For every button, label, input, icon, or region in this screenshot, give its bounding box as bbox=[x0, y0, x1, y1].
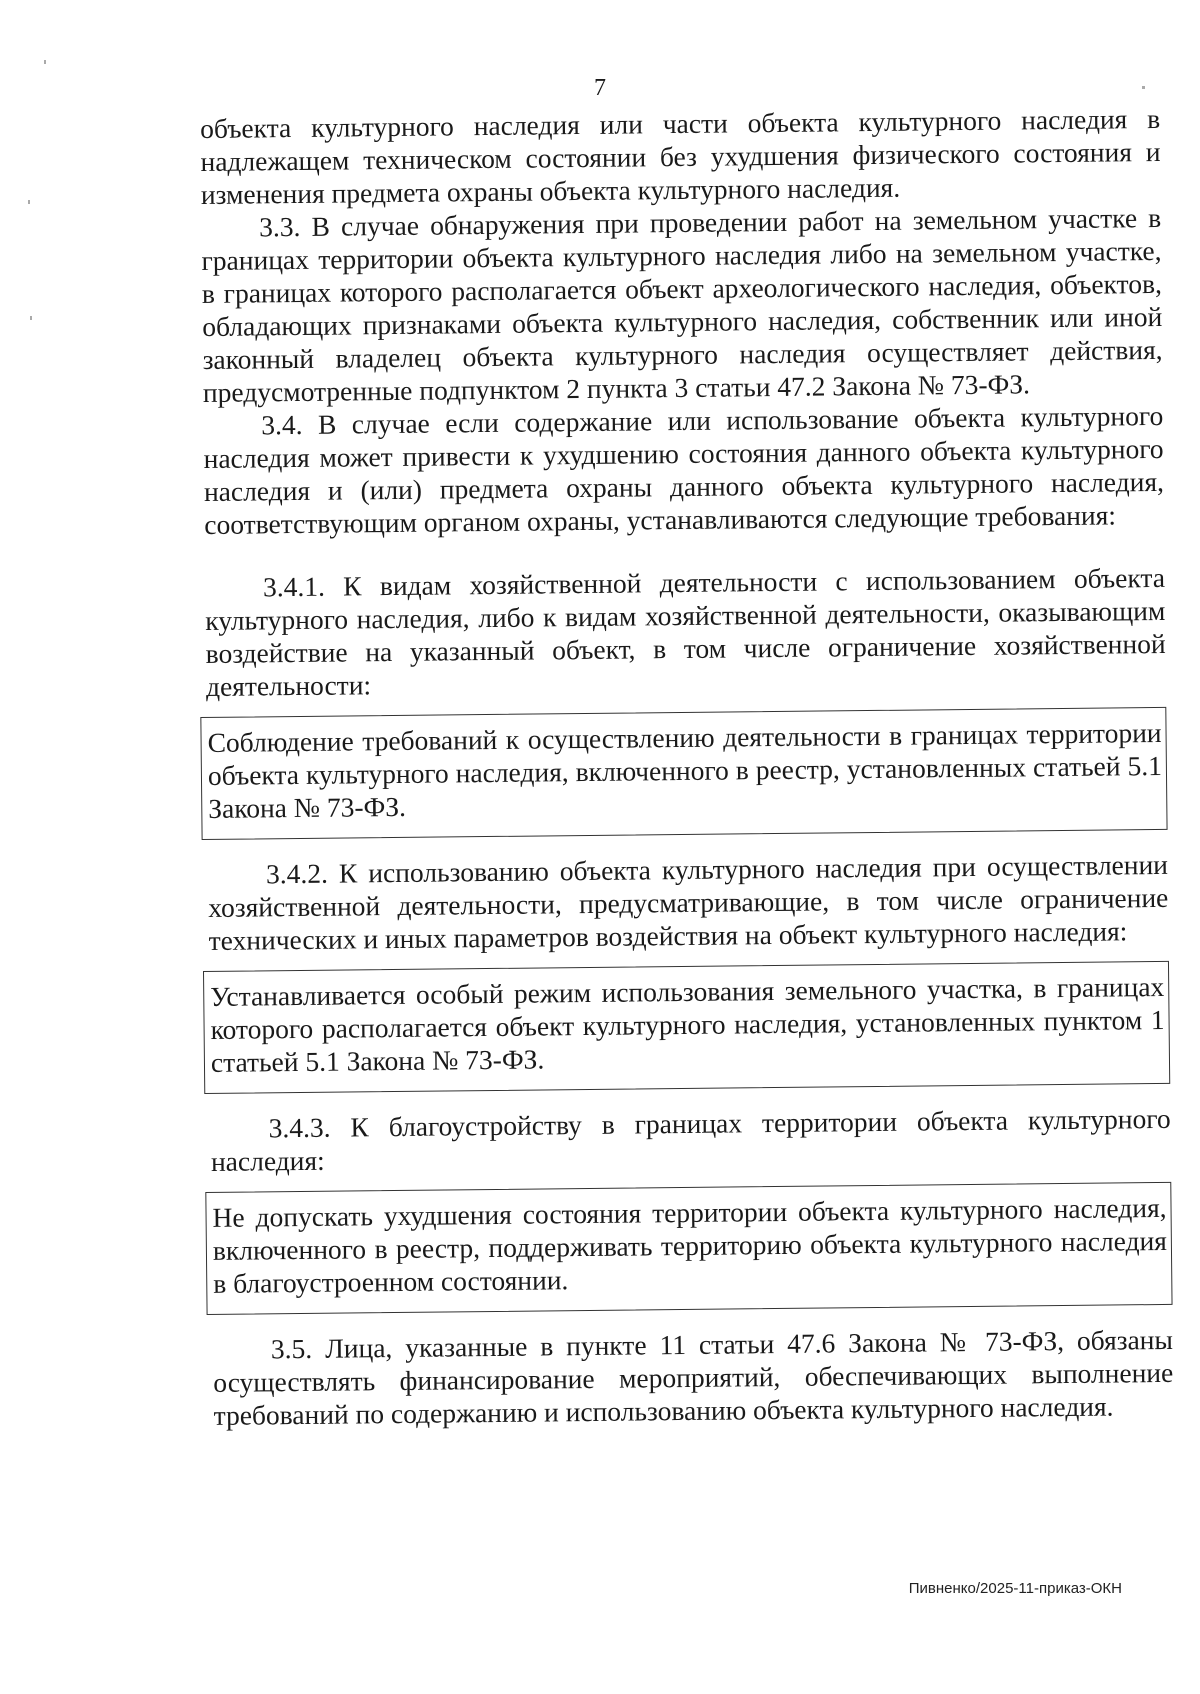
scan-speck bbox=[30, 316, 32, 320]
requirement-box-3-4-1: Соблюдение требований к осуществлению деятельности в границах территории объекта культурного наследия, включенного в реестр, установленных статьей 5.1 Закона № 73-ФЗ. bbox=[200, 707, 1167, 840]
document-reference-footer: Пивненко/2025-11-приказ-ОКН bbox=[908, 1580, 1122, 1597]
paragraph-3-4-3: 3.4.3. К благоустройству в границах территории объекта культурного наследия: bbox=[210, 1102, 1171, 1177]
scan-speck bbox=[44, 60, 46, 64]
paragraph-3-3: 3.3. В случае обнаружения при проведении работ на земельном участке в границах территории объекта культурного наследия либо на земельном участке, в границах которого располагается объект археологического наследия, объектов, обладающих признаками объекта культурного наследия, собственник или иной законный владелец объекта культурного наследия осуществляет действия, предусмотренные подпунктом 2 пункта 3 статьи 47.2 Закона № 73-ФЗ. bbox=[201, 201, 1163, 408]
requirement-box-3-4-2: Устанавливается особый режим использования земельного участка, в границах которого располагается объект культурного наследия, установленных пунктом 1 статьей 5.1 Закона № 73-ФЗ. bbox=[203, 961, 1170, 1094]
document-body bbox=[200, 102, 1174, 1432]
paragraph-3-4: 3.4. В случае если содержание или использование объекта культурного наследия может привести к ухудшению состояния данного объекта культурного наследия и (или) предмета охраны данного объекта культурного наследия, соответствующим органом охраны, устанавливаются следующие требования: bbox=[203, 399, 1165, 540]
paragraph-3-5: 3.5. Лица, указанные в пункте 11 статьи 47.6 Закона № 73-ФЗ, обязаны осуществлять финансирование мероприятий, обеспечивающих выполнение требований по содержанию и использованию объекта культурного наследия. bbox=[213, 1323, 1174, 1431]
paragraph-3-4-1: 3.4.1. К видам хозяйственной деятельности с использованием объекта культурного наследия, либо к видам хозяйственной деятельности, оказывающим воздействие на указанный объект, в том числе ограничение хозяйственной деятельности: bbox=[205, 561, 1166, 702]
page-number: 7 bbox=[594, 75, 606, 101]
paragraph-3-4-2: 3.4.2. К использованию объекта культурного наследия при осуществлении хозяйственной деятельности, предусматривающие, в том числе ограничение технических и иных параметров воздействия на объект культурного наследия: bbox=[208, 848, 1169, 956]
requirement-box-3-4-3: Не допускать ухудшения состояния территории объекта культурного наследия, включенного в реестр, поддерживать территорию объекта культурного наследия в благоустроенном состоянии. bbox=[205, 1182, 1172, 1315]
scan-speck bbox=[1142, 86, 1145, 89]
paragraph-continuation: объекта культурного наследия или части объекта культурного наследия в надлежащем техническом состоянии без ухудшения физического состояния и изменения предмета охраны объекта культурного наследия. bbox=[200, 102, 1161, 210]
scan-speck bbox=[28, 200, 30, 204]
